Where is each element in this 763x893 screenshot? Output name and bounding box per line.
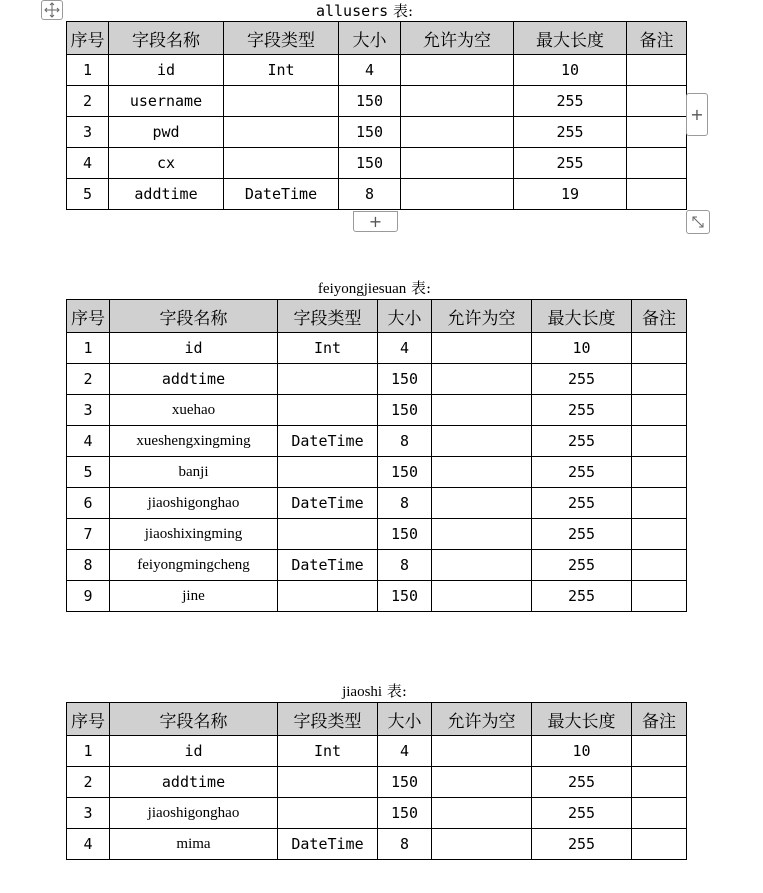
cell-note[interactable]: [632, 457, 687, 488]
cell-nullable[interactable]: [401, 148, 514, 179]
header-seq: 序号: [67, 22, 109, 55]
cell-size[interactable]: 150: [339, 86, 401, 117]
cell-nullable[interactable]: [432, 488, 532, 519]
cell-size[interactable]: 8: [339, 179, 401, 210]
header-name: 字段名称: [109, 22, 224, 55]
header-name: 字段名称: [110, 300, 278, 333]
cell-maxlen[interactable]: 255: [532, 829, 632, 860]
cell-size[interactable]: 150: [339, 148, 401, 179]
table-feiyongjiesuan: [66, 299, 687, 612]
cell-nullable[interactable]: [432, 519, 532, 550]
cell-type[interactable]: [278, 581, 378, 612]
cell-nullable[interactable]: [432, 798, 532, 829]
cell-size[interactable]: 150: [378, 581, 432, 612]
cell-seq[interactable]: 1: [67, 736, 110, 767]
cell-maxlen[interactable]: 10: [532, 736, 632, 767]
header-seq: 序号: [67, 703, 110, 736]
header-name: 字段名称: [110, 703, 278, 736]
header-note: 备注: [632, 300, 687, 333]
table-caption-feiyongjiesuan: [0, 278, 756, 299]
table-row: [67, 148, 687, 179]
table-row: [67, 364, 687, 395]
cell-note[interactable]: [627, 117, 687, 148]
cell-note[interactable]: [632, 488, 687, 519]
table-row: [67, 426, 687, 457]
cell-nullable[interactable]: [432, 767, 532, 798]
cell-maxlen[interactable]: 255: [532, 395, 632, 426]
cell-seq[interactable]: 8: [67, 550, 110, 581]
cell-nullable[interactable]: [432, 395, 532, 426]
cell-maxlen[interactable]: 255: [532, 457, 632, 488]
table-row: [67, 767, 687, 798]
cell-note[interactable]: [632, 767, 687, 798]
cell-maxlen[interactable]: 255: [514, 148, 627, 179]
cell-seq[interactable]: 9: [67, 581, 110, 612]
cell-note[interactable]: [627, 55, 687, 86]
cell-size[interactable]: 150: [378, 798, 432, 829]
cell-seq[interactable]: 3: [67, 798, 110, 829]
cell-size[interactable]: 150: [378, 767, 432, 798]
cell-maxlen[interactable]: 255: [532, 581, 632, 612]
cell-type[interactable]: [278, 364, 378, 395]
cell-name[interactable]: xuehao: [110, 395, 278, 426]
cell-type[interactable]: [224, 148, 339, 179]
cell-seq[interactable]: 2: [67, 86, 109, 117]
table-resize-handle[interactable]: [686, 210, 710, 234]
cell-name[interactable]: username: [109, 86, 224, 117]
header-size: 大小: [339, 22, 401, 55]
cell-type[interactable]: [278, 798, 378, 829]
cell-seq[interactable]: 5: [67, 179, 109, 210]
cell-size[interactable]: 150: [378, 457, 432, 488]
cell-maxlen[interactable]: 255: [514, 117, 627, 148]
cell-seq[interactable]: 6: [67, 488, 110, 519]
cell-type[interactable]: Int: [278, 333, 378, 364]
cell-seq[interactable]: 3: [67, 395, 110, 426]
cell-nullable[interactable]: [432, 333, 532, 364]
plus-icon: +: [368, 212, 383, 231]
cell-nullable[interactable]: [432, 426, 532, 457]
header-maxlen: 最大长度: [532, 300, 632, 333]
cell-type[interactable]: Int: [278, 736, 378, 767]
cell-nullable[interactable]: [401, 55, 514, 86]
cell-note[interactable]: [632, 395, 687, 426]
table-name: jiaoshi: [342, 684, 383, 700]
table-row: [67, 550, 687, 581]
cell-name[interactable]: feiyongmingcheng: [110, 550, 278, 581]
cell-seq[interactable]: 4: [67, 426, 110, 457]
add-column-button[interactable]: [686, 93, 708, 136]
cell-maxlen[interactable]: 10: [514, 55, 627, 86]
cell-size[interactable]: 150: [378, 364, 432, 395]
cell-seq[interactable]: 4: [67, 829, 110, 860]
cell-size[interactable]: 4: [339, 55, 401, 86]
cell-note[interactable]: [632, 736, 687, 767]
header-type: 字段类型: [278, 300, 378, 333]
cell-note[interactable]: [627, 148, 687, 179]
move-icon: [44, 2, 60, 18]
cell-type[interactable]: DateTime: [278, 426, 378, 457]
cell-type[interactable]: [278, 519, 378, 550]
cell-seq[interactable]: 3: [67, 117, 109, 148]
cell-name[interactable]: banji: [110, 457, 278, 488]
cell-size[interactable]: 4: [378, 333, 432, 364]
cell-nullable[interactable]: [432, 581, 532, 612]
header-nullable: 允许为空: [432, 300, 532, 333]
cell-maxlen[interactable]: 255: [532, 798, 632, 829]
cell-name[interactable]: jiaoshigonghao: [110, 488, 278, 519]
cell-name[interactable]: addtime: [109, 179, 224, 210]
cell-type[interactable]: DateTime: [278, 550, 378, 581]
cell-maxlen[interactable]: 19: [514, 179, 627, 210]
header-size: 大小: [378, 300, 432, 333]
table-move-handle[interactable]: [41, 0, 63, 20]
cell-type[interactable]: [278, 767, 378, 798]
table-row: [67, 736, 687, 767]
cell-name[interactable]: id: [110, 333, 278, 364]
header-row: [67, 22, 687, 55]
cell-maxlen[interactable]: 255: [514, 86, 627, 117]
cell-nullable[interactable]: [432, 829, 532, 860]
cell-note[interactable]: [632, 519, 687, 550]
header-type: 字段类型: [224, 22, 339, 55]
table-suffix: 表:: [406, 279, 432, 297]
table-row: [67, 581, 687, 612]
table-row: [67, 86, 687, 117]
cell-seq[interactable]: 2: [67, 767, 110, 798]
cell-maxlen[interactable]: 255: [532, 426, 632, 457]
cell-note[interactable]: [632, 333, 687, 364]
cell-nullable[interactable]: [401, 179, 514, 210]
cell-size[interactable]: 8: [378, 550, 432, 581]
cell-type[interactable]: DateTime: [224, 179, 339, 210]
table-name: allusers: [315, 2, 389, 20]
cell-note[interactable]: [632, 426, 687, 457]
header-nullable: 允许为空: [432, 703, 532, 736]
cell-name[interactable]: jiaoshigonghao: [110, 798, 278, 829]
table-jiaoshi: [66, 702, 687, 860]
add-row-button[interactable]: [353, 211, 398, 232]
table-row: [67, 333, 687, 364]
cell-name[interactable]: pwd: [109, 117, 224, 148]
table-allusers: [66, 21, 687, 210]
table-suffix: 表:: [382, 682, 407, 700]
header-row: [67, 703, 687, 736]
cell-note[interactable]: [627, 86, 687, 117]
cell-size[interactable]: 150: [378, 519, 432, 550]
table-row: [67, 829, 687, 860]
cell-note[interactable]: [632, 829, 687, 860]
cell-type[interactable]: [278, 395, 378, 426]
cell-name[interactable]: xueshengxingming: [110, 426, 278, 457]
cell-nullable[interactable]: [432, 364, 532, 395]
cell-note[interactable]: [632, 550, 687, 581]
header-type: 字段类型: [278, 703, 378, 736]
cell-type[interactable]: Int: [224, 55, 339, 86]
cell-size[interactable]: 4: [378, 736, 432, 767]
cell-nullable[interactable]: [432, 736, 532, 767]
table-caption-jiaoshi: [0, 681, 756, 702]
table-row: [67, 117, 687, 148]
cell-name[interactable]: id: [110, 736, 278, 767]
cell-type[interactable]: DateTime: [278, 829, 378, 860]
cell-name[interactable]: mima: [110, 829, 278, 860]
table-row: [67, 457, 687, 488]
cell-type[interactable]: [224, 117, 339, 148]
cell-maxlen[interactable]: 255: [532, 519, 632, 550]
table-row: [67, 488, 687, 519]
cell-size[interactable]: 8: [378, 426, 432, 457]
cell-name[interactable]: cx: [109, 148, 224, 179]
cell-type[interactable]: [278, 457, 378, 488]
header-nullable: 允许为空: [401, 22, 514, 55]
header-note: 备注: [627, 22, 687, 55]
table-row: [67, 519, 687, 550]
cell-note[interactable]: [632, 364, 687, 395]
header-note: 备注: [632, 703, 687, 736]
cell-size[interactable]: 150: [339, 117, 401, 148]
header-maxlen: 最大长度: [514, 22, 627, 55]
cell-maxlen[interactable]: 10: [532, 333, 632, 364]
table-row: [67, 179, 687, 210]
cell-note[interactable]: [627, 179, 687, 210]
cell-size[interactable]: 8: [378, 488, 432, 519]
cell-note[interactable]: [632, 581, 687, 612]
cell-type[interactable]: [224, 86, 339, 117]
cell-nullable[interactable]: [401, 86, 514, 117]
cell-seq[interactable]: 2: [67, 364, 110, 395]
cell-maxlen[interactable]: 255: [532, 550, 632, 581]
table-name: feiyongjiesuan: [317, 281, 407, 297]
cell-nullable[interactable]: [432, 457, 532, 488]
cell-note[interactable]: [632, 798, 687, 829]
cell-seq[interactable]: 1: [67, 55, 109, 86]
cell-nullable[interactable]: [401, 117, 514, 148]
header-row: [67, 300, 687, 333]
table-caption-allusers: [0, 1, 746, 21]
cell-name[interactable]: addtime: [110, 767, 278, 798]
cell-seq[interactable]: 1: [67, 333, 110, 364]
table-suffix: 表:: [388, 2, 414, 20]
cell-name[interactable]: jine: [110, 581, 278, 612]
cell-name[interactable]: addtime: [110, 364, 278, 395]
cell-type[interactable]: DateTime: [278, 488, 378, 519]
cell-maxlen[interactable]: 255: [532, 767, 632, 798]
cell-name[interactable]: jiaoshixingming: [110, 519, 278, 550]
cell-size[interactable]: 150: [378, 395, 432, 426]
table-row: [67, 798, 687, 829]
cell-size[interactable]: 8: [378, 829, 432, 860]
cell-seq[interactable]: 4: [67, 148, 109, 179]
cell-maxlen[interactable]: 255: [532, 488, 632, 519]
cell-name[interactable]: id: [109, 55, 224, 86]
plus-icon: +: [690, 105, 704, 124]
table-row: [67, 395, 687, 426]
cell-maxlen[interactable]: 255: [532, 364, 632, 395]
table-row: [67, 55, 687, 86]
cell-seq[interactable]: 7: [67, 519, 110, 550]
header-maxlen: 最大长度: [532, 703, 632, 736]
cell-seq[interactable]: 5: [67, 457, 110, 488]
header-size: 大小: [378, 703, 432, 736]
cell-nullable[interactable]: [432, 550, 532, 581]
header-seq: 序号: [67, 300, 110, 333]
resize-icon: [690, 214, 706, 230]
